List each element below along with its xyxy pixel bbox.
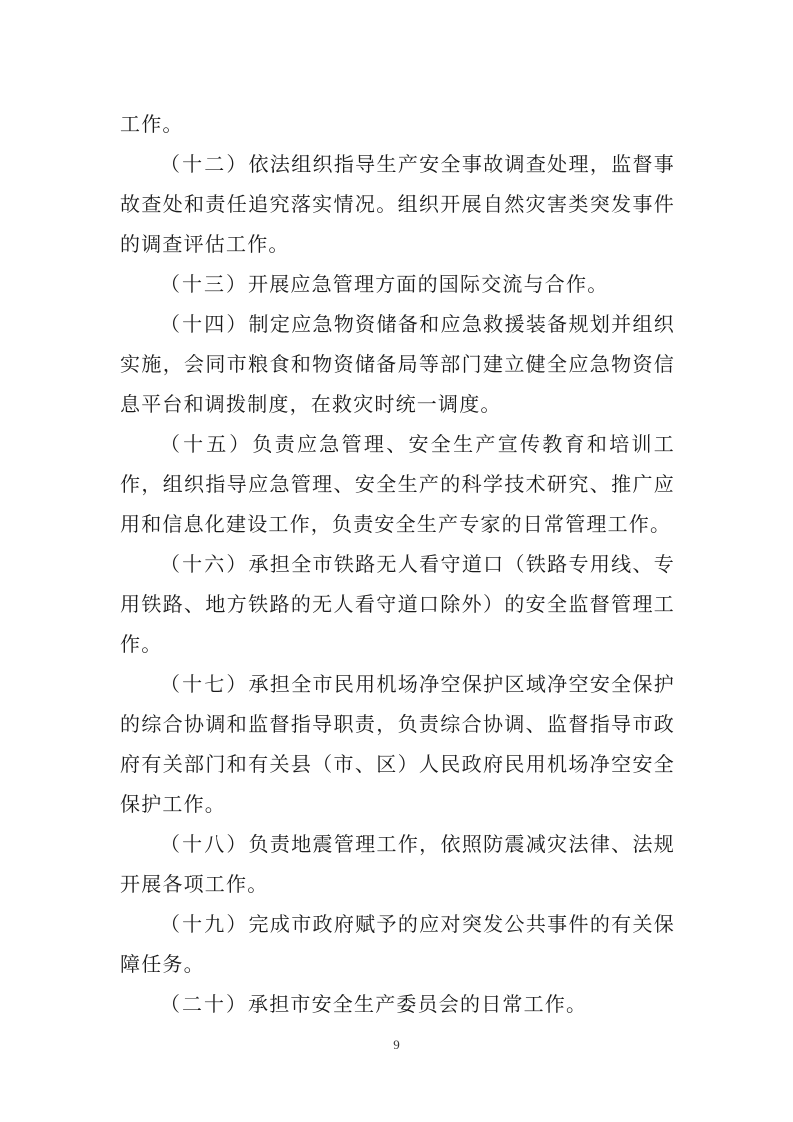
item-number: （二十） — [160, 992, 248, 1016]
paragraph-item-17 — [120, 664, 675, 824]
document-body — [120, 104, 675, 1024]
item-number: （十七） — [160, 672, 249, 696]
paragraph-item-18 — [120, 824, 675, 904]
paragraph-item-20 — [120, 984, 675, 1024]
item-number: （十二） — [160, 152, 249, 176]
item-number: （十五） — [160, 432, 253, 456]
paragraph-text: 开展应急管理方面的国际交流与合作。 — [248, 272, 609, 296]
paragraph-text: 制定应急物资储备和应急救援装备规划并组织实施，会同市粮食和物资储备局等部门建立健全应急物资信息平台和调拨制度，在救灾时统一调度。 — [120, 312, 676, 416]
paragraph-item-19 — [120, 904, 675, 984]
paragraph-item-14 — [120, 304, 675, 424]
paragraph-text: 承担全市铁路无人看守道口（铁路专用线、专用铁路、地方铁路的无人看守道口除外）的安全监督管理工作。 — [120, 552, 676, 656]
paragraph-text: 完成市政府赋予的应对突发公共事件的有关保障任务。 — [120, 912, 676, 976]
paragraph-item-15 — [120, 424, 675, 544]
paragraph-item-16 — [120, 544, 675, 664]
item-number: （十三） — [160, 272, 248, 296]
paragraph-text: 工作。 — [120, 112, 184, 136]
paragraph-continuation — [120, 104, 675, 144]
paragraph-text: 负责应急管理、安全生产宣传教育和培训工作，组织指导应急管理、安全生产的科学技术研究、推广应用和信息化建设工作，负责安全生产专家的日常管理工作。 — [120, 432, 675, 536]
item-number: （十四） — [160, 312, 249, 336]
paragraph-text: 依法组织指导生产安全事故调查处理，监督事故查处和责任追究落实情况。组织开展自然灾害类突发事件的调查评估工作。 — [120, 152, 676, 256]
page-number: 9 — [393, 1037, 400, 1052]
item-number: （十八） — [160, 832, 249, 856]
paragraph-text: 负责地震管理工作，依照防震减灾法律、法规开展各项工作。 — [120, 832, 676, 896]
paragraph-item-12 — [120, 144, 675, 264]
paragraph-text: 承担全市民用机场净空保护区域净空安全保护的综合协调和监督指导职责，负责综合协调、监督指导市政府有关部门和有关县（市、区）人民政府民用机场净空安全保护工作。 — [120, 672, 676, 816]
item-number: （十九） — [160, 912, 249, 936]
paragraph-text: 承担市安全生产委员会的日常工作。 — [248, 992, 588, 1016]
item-number: （十六） — [160, 552, 249, 576]
paragraph-item-13 — [120, 264, 675, 304]
